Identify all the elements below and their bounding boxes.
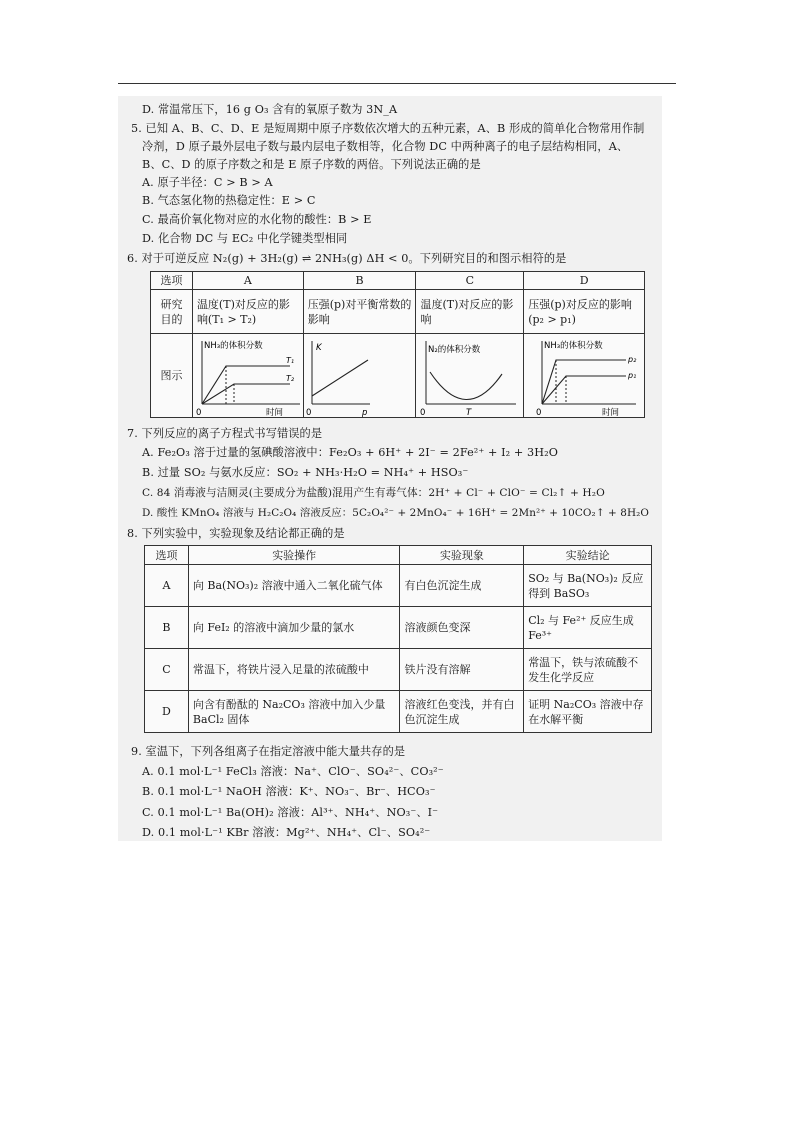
q8-row-a-operation: 向 Ba(NO₃)₂ 溶液中通入二氧化硫气体 [188,565,400,607]
q8-stem: 8. 下列实验中，实验现象及结论都正确的是 [127,527,345,540]
q6-graph-b [308,338,414,418]
q6-header-b: B [303,272,416,290]
q9-option-b: B. 0.1 mol·L⁻¹ NaOH 溶液：K⁺、NO₃⁻、Br⁻、HCO₃⁻ [142,785,436,798]
q8-row-d-option: D [145,691,189,733]
q8-header-option: 选项 [145,546,189,565]
q8-row-d-operation: 向含有酚酞的 Na₂CO₃ 溶液中加入少量 BaCl₂ 固体 [188,691,400,733]
q6-header-a: A [192,272,303,290]
q7-stem: 7. 下列反应的离子方程式书写错误的是 [127,427,323,440]
q6-graph-b-ylabel: K [316,343,322,353]
q6-header-c: C [416,272,524,290]
q6-graph-d-curve2-label: p₁ [628,371,637,380]
q5-option-b: B. 气态氢化物的热稳定性：E > C [142,194,316,207]
q6-graph-b-xlabel: p [362,408,368,418]
q6-graph-a-curve1-label: T₁ [286,356,295,365]
q6-graph-d [536,338,644,418]
q5-option-a: A. 原子半径：C > B > A [142,176,273,189]
q6-graph-c-origin: 0 [420,408,426,418]
q6-graph-a-origin: 0 [196,408,202,418]
q6-purpose-label: 研究目的 [151,290,193,334]
q8-header-operation: 实验操作 [188,546,400,565]
q9-option-a: A. 0.1 mol·L⁻¹ FeCl₃ 溶液：Na⁺、ClO⁻、SO₄²⁻、CO₃²⁻ [142,765,444,778]
q6-graph-d-origin: 0 [536,408,542,418]
q6-graph-a-xlabel: 时间 [266,408,284,418]
q8-row-c-phenomenon: 铁片没有溶解 [400,649,524,691]
q6-graph-c [420,338,526,418]
q9-option-d: D. 0.1 mol·L⁻¹ KBr 溶液：Mg²⁺、NH₄⁺、Cl⁻、SO₄²⁻ [142,826,431,839]
q8-row-d-conclusion: 证明 Na₂CO₃ 溶液中存在水解平衡 [524,691,652,733]
q6-graph-d-xlabel: 时间 [602,408,620,418]
q8-row-a-option: A [145,565,189,607]
q6-graph-c-xlabel: T [466,408,472,418]
q8-row-a-phenomenon: 有白色沉淀生成 [400,565,524,607]
q8-header-conclusion: 实验结论 [524,546,652,565]
q7-option-b: B. 过量 SO₂ 与氨水反应：SO₂ + NH₃·H₂O = NH₄⁺ + HSO₃⁻ [142,466,469,479]
q8-row-c-operation: 常温下，将铁片浸入足量的浓硫酸中 [188,649,400,691]
q8-row-d-phenomenon: 溶液红色变浅，并有白色沉淀生成 [400,691,524,733]
q6-graph-a [196,338,302,418]
q4-option-d: D. 常温常压下，16 g O₃ 含有的氧原子数为 3N_A [142,103,398,116]
q6-stem: 6. 对于可逆反应 N₂(g) + 3H₂(g) ⇌ 2NH₃(g) ΔH < 0。下列研究目的和图示相符的是 [127,252,567,265]
q5-option-d: D. 化合物 DC 与 EC₂ 中化学键类型相同 [142,232,348,245]
q6-graph-d-curve1-label: p₂ [628,355,637,364]
q9-stem: 9. 室温下，下列各组离子在指定溶液中能大量共存的是 [131,745,406,758]
q8-row-a-conclusion: SO₂ 与 Ba(NO₃)₂ 反应得到 BaSO₃ [524,565,652,607]
q5-stem-line2: 冷剂，D 原子最外层电子数与最内层电子数相等，化合物 DC 中两种离子的电子层结构相同，A、 [142,140,629,153]
q8-row-b-operation: 向 FeI₂ 的溶液中滴加少量的氯水 [188,607,400,649]
q6-header-d: D [524,272,645,290]
q5-option-c: C. 最高价氧化物对应的水化物的酸性：B > E [142,213,372,226]
q8-row-c-option: C [145,649,189,691]
q8-table [144,545,652,733]
q7-option-c: C. 84 消毒液与洁厕灵(主要成分为盐酸)混用产生有毒气体：2H⁺ + Cl⁻ + ClO⁻ = Cl₂↑ + H₂O [142,487,605,499]
q8-row-b-conclusion: Cl₂ 与 Fe²⁺ 反应生成 Fe³⁺ [524,607,652,649]
q6-graph-d-ylabel: NH₃的体积分数 [544,341,603,351]
q6-header-option: 选项 [151,272,193,290]
q6-graph-a-curve2-label: T₂ [286,374,295,383]
q9-option-c: C. 0.1 mol·L⁻¹ Ba(OH)₂ 溶液：Al³⁺、NH₄⁺、NO₃⁻、I⁻ [142,806,439,819]
q8-row-b-option: B [145,607,189,649]
q6-purpose-c: 温度(T)对反应的影响 [416,290,524,334]
q6-purpose-b: 压强(p)对平衡常数的影响 [303,290,416,334]
q7-option-d: D. 酸性 KMnO₄ 溶液与 H₂C₂O₄ 溶液反应：5C₂O₄²⁻ + 2MnO₄⁻ + 16H⁺ = 2Mn²⁺ + 10CO₂↑ + 8H₂O [142,507,649,519]
q6-graph-a-ylabel: NH₃的体积分数 [204,341,263,351]
q5-stem-line3: B、C、D 的原子序数之和是 E 原子序数的两倍。下列说法正确的是 [142,158,481,171]
q8-row-b-phenomenon: 溶液颜色变深 [400,607,524,649]
q6-figure-label: 图示 [151,334,193,418]
q7-option-a: A. Fe₂O₃ 溶于过量的氢碘酸溶液中：Fe₂O₃ + 6H⁺ + 2I⁻ = 2Fe²⁺ + I₂ + 3H₂O [142,446,558,459]
q6-purpose-a: 温度(T)对反应的影响(T₁ > T₂) [192,290,303,334]
q5-stem-line1: 5. 已知 A、B、C、D、E 是短周期中原子序数依次增大的五种元素，A、B 形成的简单化合物常用作制 [131,122,645,135]
header-rule [118,83,676,84]
q8-row-c-conclusion: 常温下，铁与浓硫酸不发生化学反应 [524,649,652,691]
q6-purpose-d: 压强(p)对反应的影响(p₂ > p₁) [524,290,645,334]
q8-header-phenomenon: 实验现象 [400,546,524,565]
q6-graph-b-origin: 0 [306,408,312,418]
q6-graph-c-ylabel: N₂的体积分数 [428,345,481,355]
